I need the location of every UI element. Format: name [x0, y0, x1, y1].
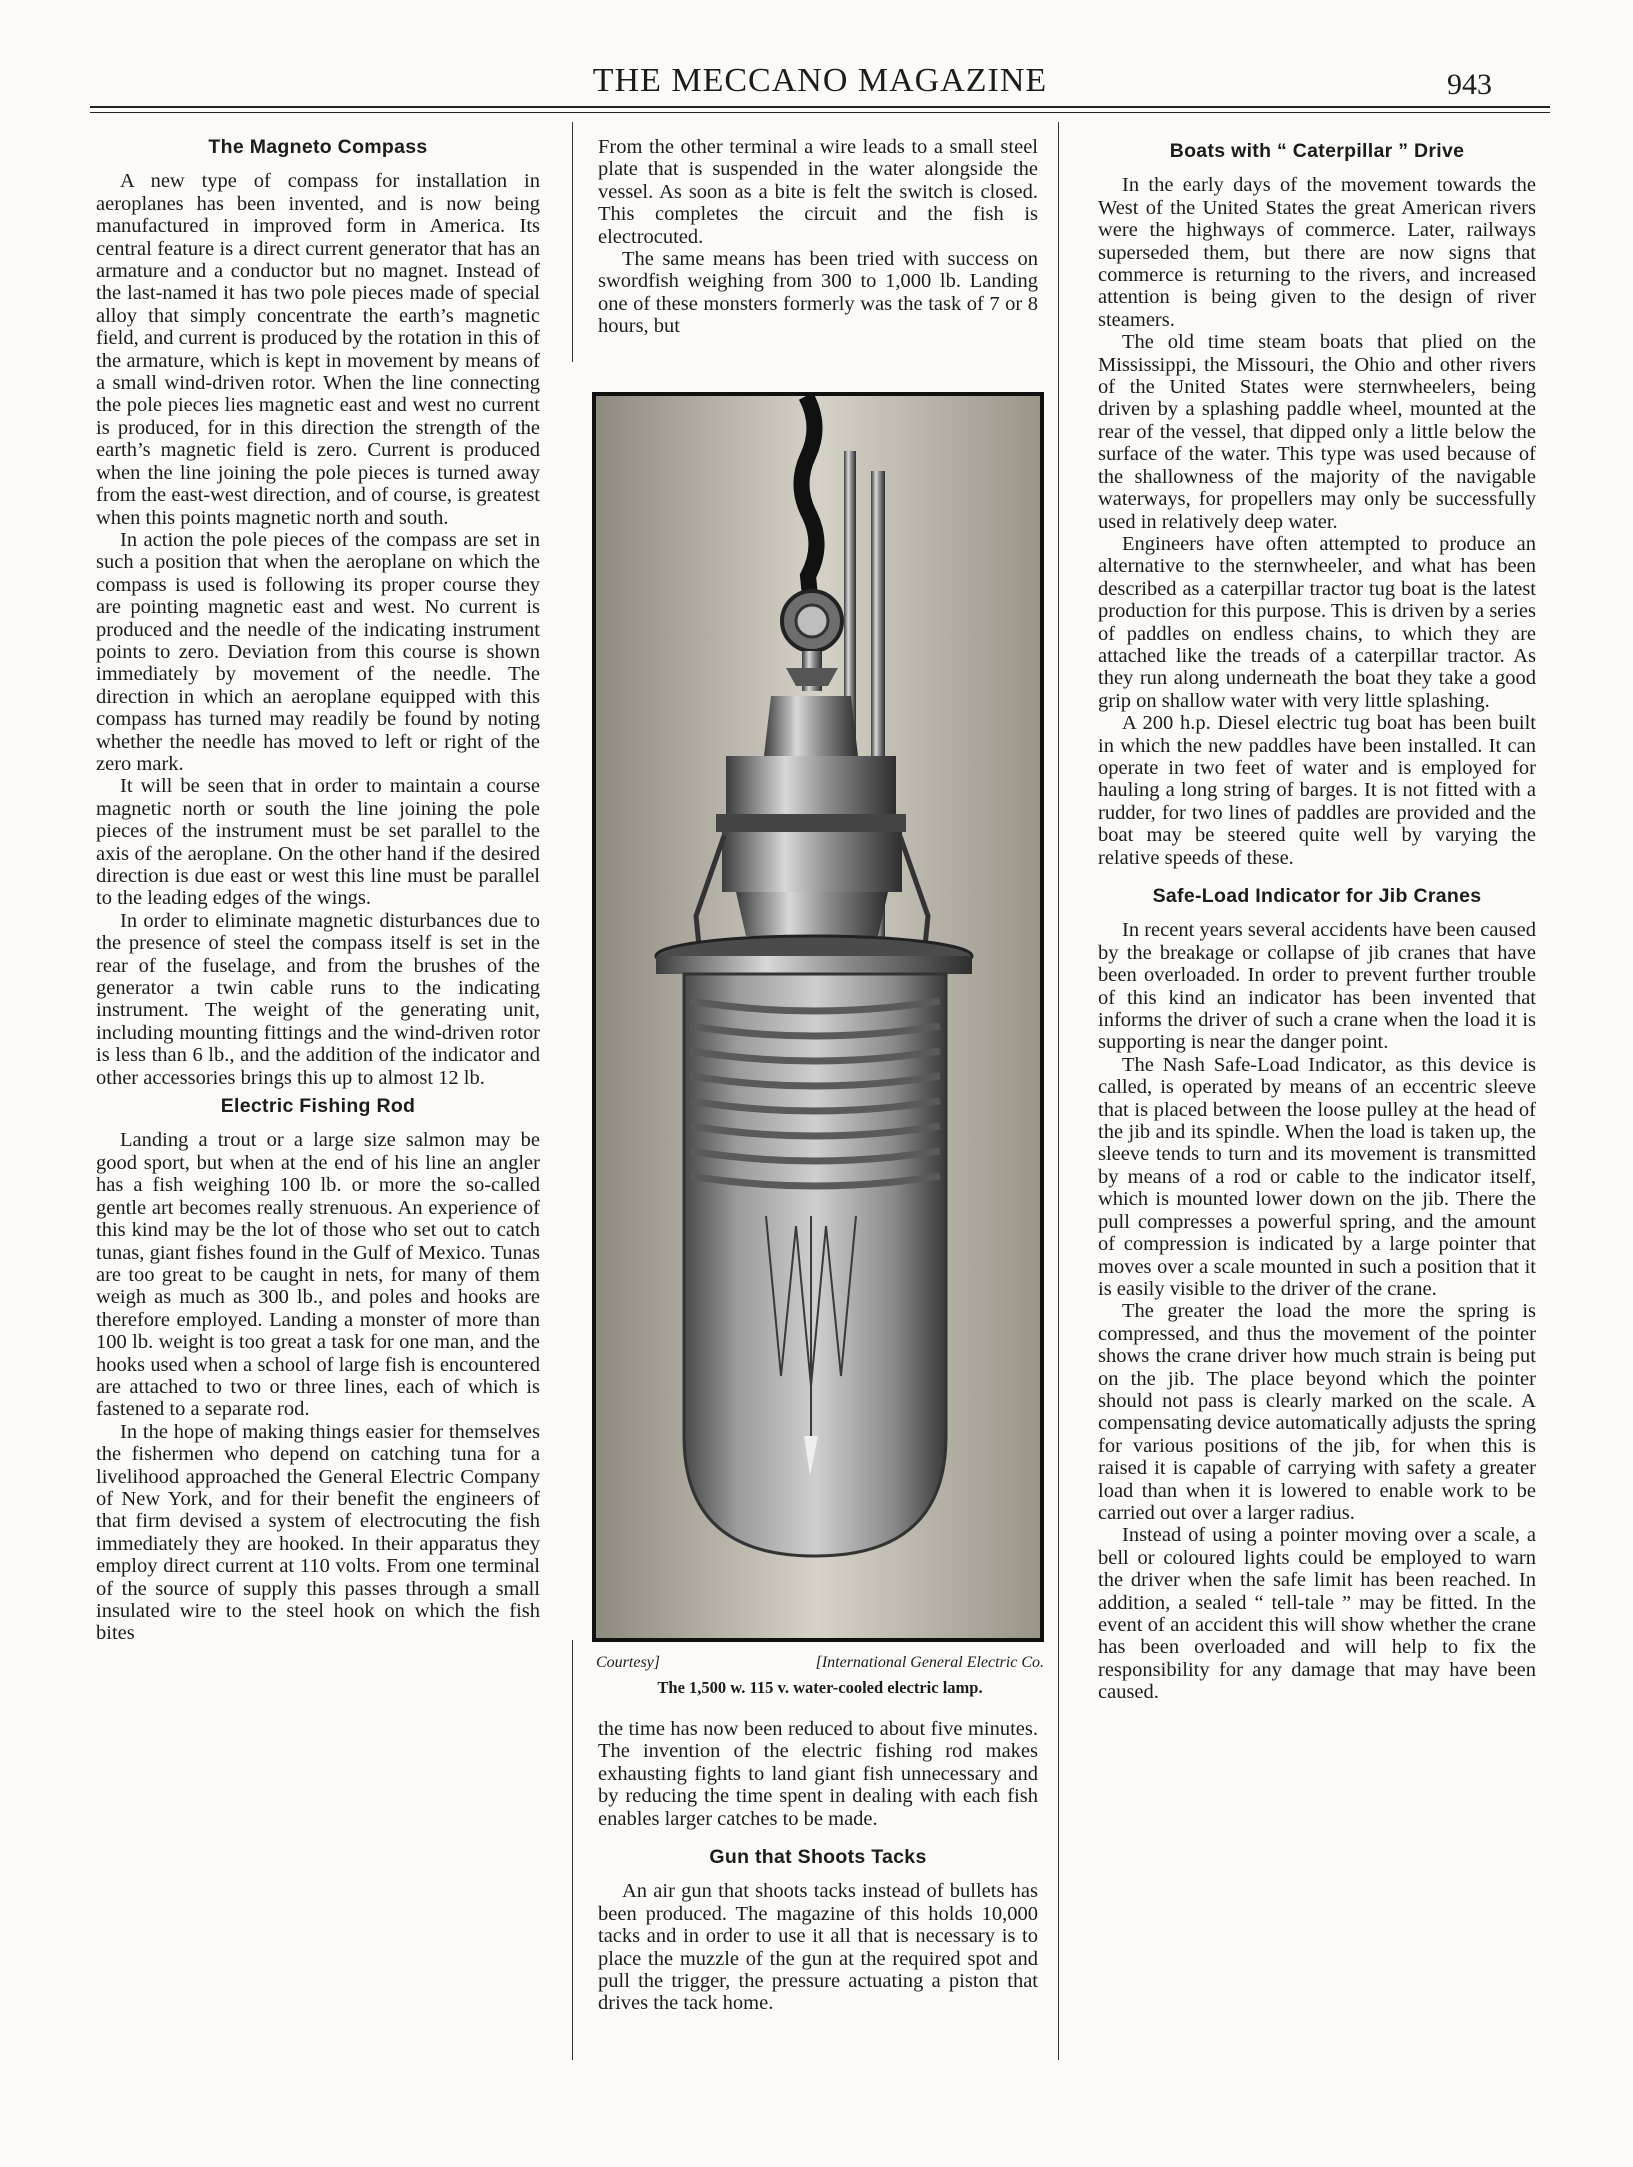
heading-gun-tacks: Gun that Shoots Tacks — [709, 1846, 927, 1869]
paragraph: From the other terminal a wire leads to a small steel plate that is suspended in the water alongside the vessel. As soon as a bite is felt the switch is closed. This completes the circuit and the fish is electrocuted. — [598, 136, 1038, 248]
paragraph: Engineers have often attempted to produce an alternative to the sternwheeler, and what has been described as a caterpillar tractor tug boat is the latest production for this purpose. This is driven by a series of paddles on endless chains, to which they are attached like the treads of a caterpillar tractor. As they run along underneath the boat they take a good grip on shallow water with very little splashing. — [1098, 532, 1536, 712]
figure-caption: The 1,500 w. 115 v. water-cooled electric lamp. — [657, 1678, 983, 1697]
paragraph: The old time steam boats that plied on the Mississippi, the Missouri, the Ohio and other rivers of the United States were sternwheelers, being driven by a splashing paddle wheel, mounted at the rear of the vessel, that dipped only a little below the surface of the water. This type was used because of the shallowness of the majority of the navigable waterways, for propellers may only be successfully used in relatively deep water. — [1098, 331, 1536, 533]
paragraph: The same means has been tried with success on swordfish weighing from 300 to 1,000 lb. Landing one of these monsters formerly was the task of 7 or 8 hours, but — [598, 248, 1038, 338]
header-rule-thin — [90, 112, 1550, 113]
paragraph: An air gun that shoots tacks instead of bullets has been produced. The magazine of this holds 10,000 tacks and in order to use it all that is necessary is to place the muzzle of the gun at the required spot and pull the trigger, the pressure actuating a piston that drives the tack home. — [598, 1880, 1038, 2015]
page-number: 943 — [1447, 68, 1492, 101]
column-divider — [572, 122, 573, 362]
heading-magneto-compass: The Magneto Compass — [208, 136, 428, 158]
paragraph: Instead of using a pointer moving over a scale, a bell or coloured lights could be employed to warn the driver when the safe limit has been reached. In addition, a sealed “ tell-tale ” may be fitted. In the event of an accident this will show whether the crane has been overloaded and will help to fix the responsibility for any damage that may have been caused. — [1098, 1524, 1536, 1704]
paragraph: The greater the load the more the spring is compressed, and thus the movement of the pointer shows the crane driver how much strain is being put on the jib. The place beyond which the pointer should not pass is clearly marked on the scale. A compensating device automatically adjusts the spring for various positions of the jib, for when this is raised it is capable of carrying with safety a greater load than when it is lowered to enable work to be carried out over a larger radius. — [1098, 1300, 1536, 1524]
credit-right: [International General Electric Co. — [815, 1654, 1044, 1671]
water-cooled-lamp-image — [596, 396, 1040, 1638]
heading-caterpillar-boats: Boats with “ Caterpillar ” Drive — [1169, 140, 1465, 162]
paragraph: A 200 h.p. Diesel electric tug boat has been built in which the new paddles have been installed. It can operate in two feet of water and is employed for hauling a long string of barges. It is not fitted with a rudder, for two lines of paddles are provided and the boat may be steered quite well by varying the relative speeds of these. — [1098, 712, 1536, 869]
paragraph: In recent years several accidents have been caused by the breakage or collapse of jib cranes that have been overloaded. In order to prevent further trouble of this kind an indicator has been invented that informs the driver of such a crane when the load it is supporting is near the danger point. — [1098, 919, 1536, 1054]
column-1 — [96, 130, 540, 1645]
heading-safe-load-indicator: Safe-Load Indicator for Jib Cranes — [1152, 885, 1482, 907]
paragraph: In action the pole pieces of the compass are set in such a position that when the aeroplane on which the compass is used is following its proper course they are pointing magnetic east and west. No current is produced and the needle of the indicating instrument points to zero. Deviation from this course is shown immediately by movement of the needle. The direction in which an aeroplane equipped with this compass has turned may readily be found by noting whether the needle has moved to left or right of the zero mark. — [96, 528, 540, 775]
header-rule — [90, 106, 1550, 108]
lamp-photograph — [592, 392, 1044, 1642]
paragraph: The Nash Safe-Load Indicator, as this device is called, is operated by means of an eccentric sleeve that is placed between the loose pulley at the head of the jib and its spindle. When the load is taken up, the sleeve tends to turn and its movement is transmitted by means of a rod or cable to the indicator itself, which is mounted lower down on the jib. There the pull compresses a powerful spring, and the amount of compression is indicated by a large pointer that moves over a scale mounted in such a position that it is easily visible to the driver of the crane. — [1098, 1053, 1536, 1300]
column-2-bottom — [598, 1718, 1038, 2015]
column-2-top — [598, 136, 1038, 338]
paragraph: In order to eliminate magnetic disturbances due to the presence of steel the compass itself is set in the rear of the fuselage, and from the brushes of the generator a twin cable runs to the indicating instrument. The weight of the generating unit, including mounting fittings and the wind-driven rotor is less than 6 lb., and the addition of the indicator and other accessories brings this up to almost 12 lb. — [96, 909, 540, 1089]
paragraph: Landing a trout or a large size salmon may be good sport, but when at the end of his line an angler has a fish weighing 100 lb. or more the so-called gentle art becomes really strenuous. An experience of this kind may be the lot of those who set out to catch tunas, giant fishes found in the Gulf of Mexico. Tunas are too great to be caught in nets, for many of them weigh as much as 300 lb., and poles and hooks are therefore employed. Landing a monster of more than 100 lb. weight is too great a task for one man, and the hooks used when a school of large fish is encountered are attached to two or three lines, each of which is fastened to a separate rod. — [96, 1129, 540, 1421]
magazine-title: THE MECCANO MAGAZINE — [592, 62, 1048, 99]
credit-left: Courtesy] — [596, 1654, 660, 1671]
paragraph: In the early days of the movement towards the West of the United States the great American rivers were the highways of commerce. Later, railways superseded them, but there are now signs that commerce is returning to the rivers, and increased attention is being given to the design of river steamers. — [1098, 174, 1536, 331]
paragraph: It will be seen that in order to maintain a course magnetic north or south the line joining the pole pieces of the instrument must be set parallel to the axis of the aeroplane. On the other hand if the desired direction is due east or west this line must be parallel to the leading edges of the wings. — [96, 775, 540, 910]
page-header — [90, 62, 1550, 112]
column-3 — [1098, 134, 1536, 1704]
paragraph: the time has now been reduced to about five minutes. The invention of the electric fishing rod makes exhausting fights to land giant fish unnecessary and by reducing the time spent in dealing with each fish enables larger catches to be made. — [598, 1718, 1038, 1830]
heading-electric-fishing-rod: Electric Fishing Rod — [220, 1095, 416, 1118]
paragraph: A new type of compass for installation in aeroplanes has been invented, and is now being manufactured in improved form in America. Its central feature is a direct current generator that has an armature and a conductor but no magnet. Instead of the last-named it has two pole pieces made of special alloy that simply concentrate the earth’s magnetic field, and current is produced by the rotation in this of the armature, which is kept in movement by means of a small wind-driven rotor. When the line connecting the pole pieces lies magnetic east and west no current is produced, for in this direction the strength of the earth’s magnetic field is zero. Current is produced when the line joining the pole pieces is turned away from the east-west direction, and of course, is greatest when this points magnetic north and south. — [96, 170, 540, 529]
column-divider — [572, 1640, 573, 2060]
paragraph: In the hope of making things easier for themselves the fishermen who depend on catching tuna for a livelihood approached the General Electric Company of New York, and for their benefit the engineers of that firm devised a system of electrocuting the fish immediately they are hooked. In their apparatus they employ direct current at 110 volts. From one terminal of the source of supply this passes through a small insulated wire to the steel hook on which the fish bites — [96, 1420, 540, 1645]
column-divider — [1058, 122, 1059, 2060]
